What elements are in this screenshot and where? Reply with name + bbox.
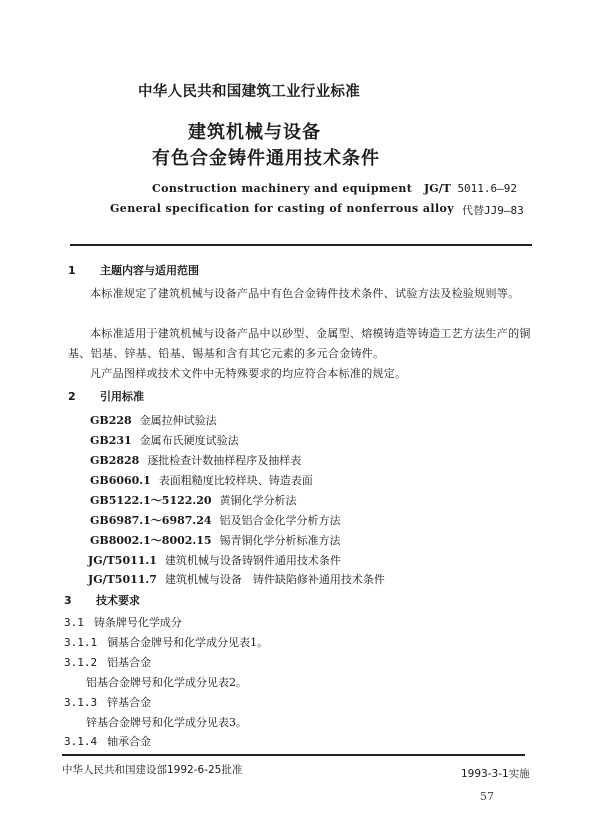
reference-title: 金属拉伸试验法 — [139, 414, 217, 427]
reference-code: GB6060.1 — [90, 474, 151, 487]
clause-number: 3.1 — [64, 616, 84, 629]
reference-title: 建筑机械与设备 铸件缺陷修补通用技术条件 — [164, 573, 385, 586]
reference-title: 建筑机械与设备铸钢件通用技术条件 — [164, 554, 341, 567]
reference-code: JG/T5011.7 — [88, 573, 157, 586]
clause-text: 铸条牌号化学成分 — [93, 616, 182, 629]
reference-item — [90, 492, 297, 508]
standard-organization: 中华人民共和国建筑工业行业标准 — [138, 84, 360, 100]
english-title-line1: Construction machinery and equipment — [152, 182, 413, 195]
standard-code-number: 5011.6—92 — [457, 182, 518, 195]
clause-3-1 — [64, 614, 182, 630]
section-1-paragraph-1: 本标准规定了建筑机械与设备产品中有色合金铸件技术条件、试验方法及检验规则等。 — [90, 287, 520, 300]
reference-code: GB6987.1～6987.24 — [90, 514, 212, 527]
section-3-heading — [64, 592, 140, 608]
clause-number: 3.1.4 — [64, 735, 98, 748]
reference-title: 金属布氏硬度试验法 — [139, 434, 239, 447]
standard-code — [424, 182, 517, 195]
clause-3-1-4 — [64, 733, 151, 749]
reference-title: 黄铜化学分析法 — [219, 494, 297, 507]
section-1-paragraph-2: 本标准适用于建筑机械与设备产品中以砂型、金属型、熔模铸造等铸造工艺方法生产的铜基、铝基、锌基、铅基、锡基和含有其它元素的多元合金铸件。 — [68, 327, 531, 360]
reference-code: GB8002.1～8002.15 — [90, 534, 212, 547]
clause-text: 锌基合金牌号和化学成分见表3。 — [86, 716, 247, 729]
reference-title: 锡青铜化学分析标准方法 — [219, 534, 341, 547]
clause-text: 铝基合金牌号和化学成分见表2。 — [86, 676, 247, 689]
section-title: 引用标准 — [100, 390, 144, 403]
reference-code: JG/T5011.1 — [88, 554, 157, 567]
reference-code: GB231 — [90, 434, 132, 447]
document-title-line2: 有色合金铸件通用技术条件 — [152, 148, 380, 169]
replaces-standard: 代替JJ9—83 — [462, 204, 524, 217]
clause-3-1-3 — [64, 694, 151, 710]
section-2-heading — [68, 388, 144, 404]
reference-item — [90, 432, 239, 448]
reference-code: GB228 — [90, 414, 132, 427]
reference-item — [90, 472, 313, 488]
page-number: 57 — [480, 790, 494, 803]
reference-item — [88, 552, 341, 568]
clause-text: 铝基合金 — [107, 656, 152, 669]
clause-number: 3.1.3 — [64, 696, 98, 709]
english-title-line2: General specification for casting of nonferrous alloy — [110, 202, 455, 215]
reference-item — [90, 412, 217, 428]
reference-item — [90, 512, 341, 528]
clause-text: 铜基合金牌号和化学成分见表1。 — [107, 636, 269, 649]
reference-title: 铝及铝合金化学分析方法 — [219, 514, 341, 527]
reference-code: GB5122.1～5122.20 — [90, 494, 212, 507]
clause-3-1-2 — [64, 654, 151, 670]
reference-code: GB2828 — [90, 454, 140, 467]
footer-divider — [62, 754, 525, 756]
standard-code-prefix: JG/T — [424, 182, 451, 195]
clause-3-1-3-body — [86, 714, 247, 730]
section-1-paragraph-3: 凡产品图样或技术文件中无特殊要求的均应符合本标准的规定。 — [90, 367, 407, 380]
reference-item — [90, 532, 341, 548]
clause-text: 轴承合金 — [107, 735, 152, 748]
effective-date: 1993-3-1实施 — [461, 768, 530, 780]
clause-number: 3.1.1 — [64, 636, 98, 649]
section-number: 2 — [68, 390, 76, 403]
approval-info: 中华人民共和国建设部1992-6-25批准 — [62, 764, 243, 776]
section-title: 主题内容与适用范围 — [100, 264, 199, 277]
section-number: 3 — [64, 594, 72, 607]
section-title: 技术要求 — [96, 594, 140, 607]
reference-title: 表面粗糙度比较样块、铸造表面 — [158, 474, 313, 487]
section-1-heading — [68, 262, 199, 278]
reference-title: 逐批检查计数抽样程序及抽样表 — [147, 454, 302, 467]
clause-3-1-2-body — [86, 674, 247, 690]
clause-3-1-1 — [64, 634, 268, 650]
clause-text: 锌基合金 — [107, 696, 152, 709]
header-divider — [70, 244, 532, 246]
section-number: 1 — [68, 264, 76, 277]
reference-item — [88, 571, 385, 587]
document-title-line1: 建筑机械与设备 — [188, 122, 321, 143]
clause-number: 3.1.2 — [64, 656, 98, 669]
reference-item — [90, 452, 301, 468]
